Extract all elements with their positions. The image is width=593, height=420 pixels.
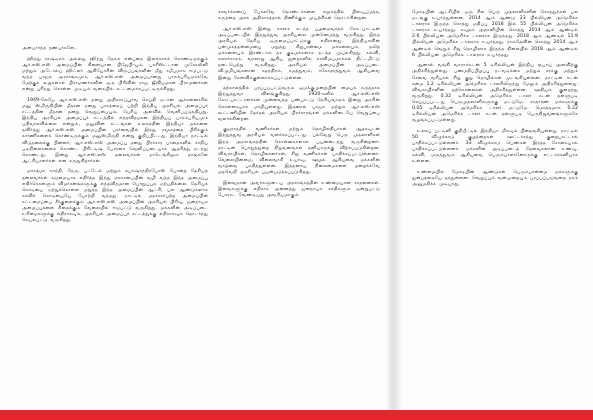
paragraph: ஆனால் வங்கி வாராக்கடன் 5 டிரில்லியன் இந்திய ரூபாய் அளவிற்கு அதிகரித்துள்ளது. பணமதிப்பிழப்பு நடவடிக்கை மற்றும் சரக்கு மற்றும் சேவை வரியால் சிறு குறு தொழில்கள் முடங்கியுள்ளன. நாட்டின் கடன் சுமை 1.2 டிரில்லியன் அமெரிக்க டாலரிலிருந்து மேலும் அதிகரித்துள்ளது. விவசாயிகளின் தற்கொலைகள் அதிகரித்துள்ளன. ஊதியம் குறைந்து வருகிறது. 0.32 டிரில்லியன் அமெரிக்க டாலர் கடன் தள்ளுபடி செய்யப்பட்டது பெருமுதலாளிகளுக்கு மட்டுமே. சாதாரண மக்களுக்கு 0.05 டிரில்லியன் அமெரிக்க டாலர் மட்டுமே. மொத்தமாக 0.22 டிரில்லியன் அமெரிக்க டாலர் கடன் தள்ளுபடி பெருநிறுவனங்களுக்கே வழங்கப்பட்டுள்ளது.: [412, 63, 578, 124]
salutation: அன்பார்ந்த நண்பர்களே,: [22, 46, 76, 51]
text-column-right: [402, 0, 578, 420]
paragraph: ஹிந்து ராஷ்டிரம் அல்லது ஹிந்து தேசம் என்பதை இலக்காகக் கொண்டிருக்கும் ஆர்.எஸ்.எஸ் அமைப்பின் கிளையான பிஜேபி-யும், பாசிஸ்ட்டான முசோலினி மற்றும் அடோல்ப் ஹிட்லர் ஆகியோரின் விருப்பங்களின் மீது சமீபமாக ஈடுபட்டு வந்த பாஜக அரசாங்கமும், ஆர்.எஸ்.எஸ் அமைப்பானது பாரம்பரியமாகவே மேற்குக் கூறுகளால் பிராமணர்களின் ஒரு பிரிவின் ராஜ ஜீவியமான பிராமணர்கள் என்று புரிந்து கொள்ள முடியும் வகையில் கட்டமைக்கப்பட்டிருக்கிறது.: [22, 56, 208, 93]
text-column-left: [22, 0, 208, 420]
paragraph: 1949-லேயே ஆர்.எஸ்.எஸ் தனது அதிகாரப்பூர்வ செய்தி ஏடான ஆர்கனைசரில் மனு ஸ்மிருதியின் மீதான தனது பாசத்தைப் பற்றி இந்திய அரசியல் அமைப்புச் சட்டத்தின் மீதான தனது வெறுப்பையும், பெரிய அளவில் வெளிப்படுத்தியது. இந்திய அரசியல் அமைப்புச் சட்டத்தில் எந்தவிதமான இந்தியப் பாரம்பரியமும் பதிவாகவில்லை என்றும், மனுவின் சட்டங்கள் உலகத்தின் இந்தியா மக்களை தவிர்த்து ஆர்.எஸ்.எஸ் அமைப்பின் பார்வையில் இந்து சமூகத்தை பிரிக்கும் காரணிகளைக் கொண்டிருக்கும் மனுஸ்மிருதி என்று குறிப்பிட்டது. இந்தியா நாட்டில் விடுதலைக்கு பின்னர், ஆர்.எஸ்.எஸ் அமைப்பு தனது பிரச்சார பாதைகளில் சாதிய படிநிலைகளைக் கொண்ட பிரிட்டிஷ் பேரரசை வெளிப்படையாக ஆதரித்து நடந்து கொண்டது. இன்று ஆர்.எஸ்.எஸ் தலைவர்கள் நாடெங்கிலும் தாங்களே ஆட்சியாளர்கள் என கருதுகிறார்கள்.: [22, 97, 208, 164]
paragraph: உலகப் பட்டினி குறியீட்டில் இந்தியா மிகவும் பின்தங்கியுள்ளது. நாட்டில் 50 விழுக்காடு குழந்தைகள் ஊட்டச்சத்து குறைபாட்டால் பாதிக்கப்பட்டுள்ளனர். 33 விழுக்காடு பெண்கள் இரத்த சோகையால் பாதிக்கப்பட்டுள்ளனர். மக்களின் அடிப்படைத் தேவைகளான உணவு, கல்வி, மருத்துவம் ஆகியவை பெரும்பாலானோருக்கு எட்டாக்கனியாக உள்ளன.: [412, 128, 578, 165]
paragraph: தற்காலத்தில் பரப்பப்பட்டுவரும் ஒடுக்குமுறையின் மையக் கருத்தாக இந்துத்துவா விளங்குகிறது. 1920-களில் ஆர்.எஸ்.எஸ் கோட்பாட்டாளர்கள் முன்வைத்த பண்பாட்டு தேசியவாதம் இன்று அரசின் கொள்கையாக மாறியுள்ளது. இதனால் பாஜக மற்றும் ஆர்.எஸ்.எஸ் கூட்டணியின் தேர்தல் அரசியல் பிரச்சாரங்கள் மக்களிடையே வெறுப்பை வளர்க்கின்றன.: [218, 86, 380, 122]
paragraph: இவைதான் அவர்களுடைய அரசாங்கத்தின் உண்மையான சாதனைகள். இவைகளுக்கு எதிராக அனைத்து ஜனநாயக சக்திகளும் ஒன்றுபட்டு போராட வேண்டியது அவசியமாகும்.: [218, 180, 380, 198]
paragraph: மோடியின் ஆட்சியில் ஒரு சில பெரு முதலாளிகளின் சொத்துக்கள் பல மடங்கு உயர்ந்துள்ளன. 2014 ஆம் ஆண்டு 23 பில்லியன் அமெரிக்க டாலராக இருந்த சொத்து மதிப்பு 2018 இல் 55 பில்லியன் அமெரிக்க டாலராக உயர்ந்தது. கவுதம் அதானியின் சொத்து 2014 ஆம் ஆண்டில் 2.6 பில்லியன் அமெரிக்க டாலராக இருந்தது. 2018 ஆம் ஆண்டில் 11.9 பில்லியன் அமெரிக்க டாலராக உயர்ந்தது. ராம்தேவின் சொத்து 2014 ஆம் ஆண்டில் வெறும் சிறு தொழிலாக இருந்த நிலையில் 2018 ஆம் ஆண்டில் 6 பில்லியன் அமெரிக்க டாலராக உயர்ந்தது.: [412, 10, 578, 58]
paragraph: குஜராத்தில் வணிகர்கள் மற்றும் தொழிலதிபர்கள் ஆதரவுடன் இந்துத்துவ அரசியல் வளர்க்கப்பட்டது. பல்வேறு பெரு முதலாளிகள் இந்த அரசாங்கத்தின் கொள்கைகளால் பயனடைந்து வருகின்றனர். நாட்டின் பொதுத்துறை நிறுவனங்கள் தனியாருக்கு விற்கப்படுகின்றன. விவசாயிகள், தொழிலாளர்கள், சிறு வணிகர்கள் பாதிக்கப்பட்டுள்ளனர். வேலையின்மை, விலைவாசி உயர்வு, ஊழல் ஆகியவை மக்களின் வாழ்வை பாதித்துள்ளன. இத்தகைய நிலைமைகளை மறைக்கவே மதவெறி அரசியல் பயன்படுத்தப்படுகிறது.: [218, 127, 380, 176]
page-fold: [387, 0, 402, 420]
paragraph: சாவர்க்கரைப் போலவே தொண்டர்களை சமூகத்தில் பிளவுபடுத்த, கருத்தை அரசு அதிகாரத்தால் திணிக்கும் முயற்சிகள் தொடர்கின்றன.: [218, 10, 380, 22]
paragraph: உண்மையில் மோடியின் ஆண்டுகள் பெரும்பான்மை மக்களுக்கு துன்பத்தையே தந்துள்ளன. வெறுப்பும் வன்முறையும் பரப்பப்படுவதை நாம் அனுமதிக்க முடியாது.: [412, 170, 578, 188]
paragraph: ஆர்.எஸ்.எஸ் இன்று காலம் கடந்த பழமைவாதக் கோட்பாட்டின் அடிப்படையில் இந்துத்துவ அரசியலை முன்னெடுத்து வருகிறது. இந்த அரசியல் தேசிய ஒருமைப்பாட்டுக்கு எதிரானது. இந்தியாவின் பன்முகத்தன்மையை மறுத்து சிறுபான்மை மக்களையும், தலித் மக்களையும் இரண்டாம் தர குடிமக்களாக நடத்த முயல்கிறது. கல்வி, கலாச்சாரம், வரலாறு ஆகிய துறைகளில் காவிமயமாக்கல் திட்டமிட்டு நடைபெற்று வருகிறது. அரசியல் அமைப்பின் அடிப்படை விழுமியங்களான சுதந்திரம், சமத்துவம், சகோதரத்துவம் ஆகியவை இன்று கேள்விக்குள்ளாக்கப்பட்டுள்ளன.: [218, 26, 380, 81]
text-column-middle: [208, 0, 386, 420]
paragraph: மகாத்மா காந்தி, நேரு, பட்டேல் மற்றும் சுபாஷ்சந்திரபோஸ் போன்ற தேசியத் தலைவர்கள் கடுமையாக எதிர்த்த இந்து மகாசபையின் வழி வந்த இந்த அமைப்பு எதிர்கொள்ளும் விமர்சனங்களுக்கு எந்தவிதமான பொறுப்பும் ஏற்பதில்லை. தேசியக் கொடியை ஏற்றுக்கொள்ள மறுத்த இந்த அமைப்பின் ஆட்சி, பல ஆண்டுகளாக காவிக் கொடியையே போற்றி வந்தது. நாட்டில் மதச்சார்பற்ற அமைப்பின் கட்டமைப்பை சீர்குலைக்கும் ஆர்.எஸ்.எஸ் அமைப்பின் அரசியல் பிரிவு, ஜனநாயக அமைப்புகளை சிதைக்கும் வேலையில் ஈடுபட்டு வருகிறது. மக்களின் அடிப்படை உரிமைகளுக்கு எதிராகவும், அரசியல் அமைப்புச் சட்டத்துக்கு எதிராகவும் தொடர்ந்து செயல்பட்டு வருகிறது.: [22, 169, 208, 224]
bottom-accent-band: [0, 410, 593, 420]
